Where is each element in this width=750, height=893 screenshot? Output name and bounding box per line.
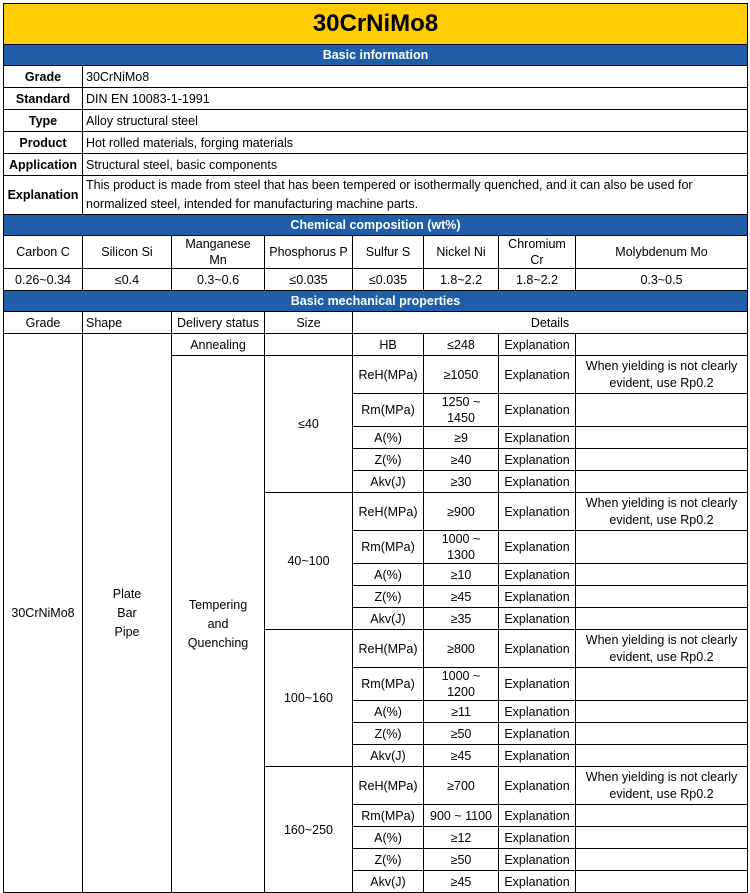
delivery-tq-line: Tempering bbox=[188, 597, 248, 612]
shape-pipe: Pipe bbox=[114, 624, 140, 639]
prop-value: ≥50 bbox=[424, 849, 499, 871]
basic-row-product bbox=[4, 132, 748, 154]
size-range: 160~250 bbox=[265, 767, 353, 893]
basic-value: Structural steel, basic components bbox=[83, 154, 748, 176]
chem-header: Molybdenum Mo bbox=[576, 236, 748, 269]
size-range: 100~160 bbox=[265, 630, 353, 767]
size-annealing-empty bbox=[265, 334, 353, 356]
prop-name: ReH(MPa) bbox=[353, 767, 424, 805]
chem-value: ≤0.035 bbox=[353, 269, 424, 291]
prop-value: ≥45 bbox=[424, 586, 499, 608]
prop-note bbox=[576, 608, 748, 630]
section-basic-info: Basic information bbox=[4, 45, 748, 66]
chem-header: Carbon C bbox=[4, 236, 83, 269]
prop-name: HB bbox=[353, 334, 424, 356]
prop-note: When yielding is not clearly evident, use Rp0.2 bbox=[576, 630, 748, 668]
mech-header-grade: Grade bbox=[4, 312, 83, 334]
prop-value: ≥12 bbox=[424, 827, 499, 849]
mech-header-shape: Shape bbox=[83, 312, 172, 334]
chem-value: 0.3~0.6 bbox=[172, 269, 265, 291]
chem-header-row bbox=[4, 236, 748, 269]
chem-value: 0.26~0.34 bbox=[4, 269, 83, 291]
prop-value: ≥11 bbox=[424, 701, 499, 723]
prop-value: ≥10 bbox=[424, 564, 499, 586]
prop-note bbox=[576, 701, 748, 723]
section-chemical-composition: Chemical composition (wt%) bbox=[4, 215, 748, 236]
shape-plate: Plate bbox=[112, 586, 142, 601]
prop-value: ≥800 bbox=[424, 630, 499, 668]
shape-bar: Bar bbox=[117, 605, 137, 620]
basic-value: 30CrNiMo8 bbox=[83, 66, 748, 88]
prop-note bbox=[576, 586, 748, 608]
prop-explanation: Explanation bbox=[499, 608, 576, 630]
delivery-tq-line: Quenching bbox=[187, 635, 249, 650]
prop-name: Rm(MPa) bbox=[353, 668, 424, 701]
prop-name: Akv(J) bbox=[353, 471, 424, 493]
chem-header: Manganese Mn bbox=[172, 236, 265, 269]
prop-name: Z(%) bbox=[353, 586, 424, 608]
prop-value: ≥900 bbox=[424, 493, 499, 531]
prop-name: Z(%) bbox=[353, 723, 424, 745]
prop-note: When yielding is not clearly evident, use Rp0.2 bbox=[576, 356, 748, 394]
mech-row-annealing bbox=[4, 334, 748, 356]
mech-header-details: Details bbox=[353, 312, 748, 334]
prop-name: Akv(J) bbox=[353, 871, 424, 893]
prop-explanation: Explanation bbox=[499, 849, 576, 871]
prop-explanation: Explanation bbox=[499, 701, 576, 723]
prop-note bbox=[576, 449, 748, 471]
prop-explanation: Explanation bbox=[499, 827, 576, 849]
prop-explanation: Explanation bbox=[499, 356, 576, 394]
prop-explanation: Explanation bbox=[499, 630, 576, 668]
prop-name: A(%) bbox=[353, 564, 424, 586]
prop-value: 1000 ~ 1300 bbox=[424, 531, 499, 564]
basic-row-explanation bbox=[4, 176, 748, 215]
prop-explanation: Explanation bbox=[499, 334, 576, 356]
chem-header: Sulfur S bbox=[353, 236, 424, 269]
prop-value: ≥1050 bbox=[424, 356, 499, 394]
prop-note bbox=[576, 723, 748, 745]
mech-header-delivery: Delivery status bbox=[172, 312, 265, 334]
chem-header: Nickel Ni bbox=[424, 236, 499, 269]
prop-name: Rm(MPa) bbox=[353, 805, 424, 827]
mech-header-row bbox=[4, 312, 748, 334]
prop-value: ≥45 bbox=[424, 745, 499, 767]
prop-value: ≥50 bbox=[424, 723, 499, 745]
prop-note bbox=[576, 805, 748, 827]
prop-note bbox=[576, 531, 748, 564]
prop-value: ≥700 bbox=[424, 767, 499, 805]
prop-value: ≥40 bbox=[424, 449, 499, 471]
prop-explanation: Explanation bbox=[499, 723, 576, 745]
prop-value: 1000 ~ 1200 bbox=[424, 668, 499, 701]
size-range: 40~100 bbox=[265, 493, 353, 630]
prop-name: A(%) bbox=[353, 427, 424, 449]
prop-note bbox=[576, 427, 748, 449]
section-mechanical-properties: Basic mechanical properties bbox=[4, 291, 748, 312]
prop-explanation: Explanation bbox=[499, 427, 576, 449]
size-range: ≤40 bbox=[265, 356, 353, 493]
prop-value: ≥45 bbox=[424, 871, 499, 893]
prop-note bbox=[576, 394, 748, 427]
prop-name: A(%) bbox=[353, 827, 424, 849]
prop-name: A(%) bbox=[353, 701, 424, 723]
basic-label: Explanation bbox=[4, 176, 83, 215]
basic-value: This product is made from steel that has been tempered or isothermally quenched, and it can also be used for normalized steel, intended for manufacturing machine parts. bbox=[83, 176, 748, 215]
chem-header: Chromium Cr bbox=[499, 236, 576, 269]
prop-name: Akv(J) bbox=[353, 608, 424, 630]
prop-explanation: Explanation bbox=[499, 449, 576, 471]
prop-note bbox=[576, 668, 748, 701]
delivery-tempering-quenching bbox=[172, 356, 265, 893]
chem-value: 1.8~2.2 bbox=[499, 269, 576, 291]
basic-value: DIN EN 10083-1-1991 bbox=[83, 88, 748, 110]
prop-note: When yielding is not clearly evident, use Rp0.2 bbox=[576, 767, 748, 805]
chem-header: Phosphorus P bbox=[265, 236, 353, 269]
prop-name: ReH(MPa) bbox=[353, 493, 424, 531]
prop-value: ≥30 bbox=[424, 471, 499, 493]
chem-value: 1.8~2.2 bbox=[424, 269, 499, 291]
basic-row-grade bbox=[4, 66, 748, 88]
prop-name: ReH(MPa) bbox=[353, 356, 424, 394]
prop-value: ≤248 bbox=[424, 334, 499, 356]
prop-value: 900 ~ 1100 bbox=[424, 805, 499, 827]
basic-label: Product bbox=[4, 132, 83, 154]
mech-shape-cell bbox=[83, 334, 172, 893]
spec-sheet bbox=[3, 3, 747, 893]
prop-name: Z(%) bbox=[353, 849, 424, 871]
delivery-tq-line: and bbox=[207, 616, 229, 631]
prop-name: Z(%) bbox=[353, 449, 424, 471]
prop-explanation: Explanation bbox=[499, 767, 576, 805]
prop-name: Rm(MPa) bbox=[353, 394, 424, 427]
basic-label: Application bbox=[4, 154, 83, 176]
prop-note bbox=[576, 745, 748, 767]
basic-label: Grade bbox=[4, 66, 83, 88]
chem-value-row bbox=[4, 269, 748, 291]
prop-value: ≥9 bbox=[424, 427, 499, 449]
spec-table bbox=[3, 3, 748, 893]
basic-value: Hot rolled materials, forging materials bbox=[83, 132, 748, 154]
prop-value: 1250 ~ 1450 bbox=[424, 394, 499, 427]
basic-row-application bbox=[4, 154, 748, 176]
prop-note bbox=[576, 334, 748, 356]
prop-explanation: Explanation bbox=[499, 745, 576, 767]
prop-note bbox=[576, 471, 748, 493]
prop-explanation: Explanation bbox=[499, 394, 576, 427]
prop-explanation: Explanation bbox=[499, 871, 576, 893]
prop-name: Akv(J) bbox=[353, 745, 424, 767]
page-title: 30CrNiMo8 bbox=[4, 4, 748, 45]
basic-row-standard bbox=[4, 88, 748, 110]
chem-header: Silicon Si bbox=[83, 236, 172, 269]
basic-value: Alloy structural steel bbox=[83, 110, 748, 132]
delivery-annealing: Annealing bbox=[172, 334, 265, 356]
prop-note bbox=[576, 871, 748, 893]
basic-label: Type bbox=[4, 110, 83, 132]
basic-row-type bbox=[4, 110, 748, 132]
prop-explanation: Explanation bbox=[499, 668, 576, 701]
chem-value: ≤0.035 bbox=[265, 269, 353, 291]
prop-note: When yielding is not clearly evident, use Rp0.2 bbox=[576, 493, 748, 531]
prop-explanation: Explanation bbox=[499, 471, 576, 493]
chem-value: 0.3~0.5 bbox=[576, 269, 748, 291]
prop-value: ≥35 bbox=[424, 608, 499, 630]
prop-note bbox=[576, 564, 748, 586]
prop-explanation: Explanation bbox=[499, 531, 576, 564]
prop-explanation: Explanation bbox=[499, 586, 576, 608]
prop-explanation: Explanation bbox=[499, 493, 576, 531]
prop-note bbox=[576, 827, 748, 849]
prop-explanation: Explanation bbox=[499, 805, 576, 827]
chem-value: ≤0.4 bbox=[83, 269, 172, 291]
mech-grade-cell: 30CrNiMo8 bbox=[4, 334, 83, 893]
prop-explanation: Explanation bbox=[499, 564, 576, 586]
prop-name: Rm(MPa) bbox=[353, 531, 424, 564]
prop-name: ReH(MPa) bbox=[353, 630, 424, 668]
mech-header-size: Size bbox=[265, 312, 353, 334]
basic-label: Standard bbox=[4, 88, 83, 110]
